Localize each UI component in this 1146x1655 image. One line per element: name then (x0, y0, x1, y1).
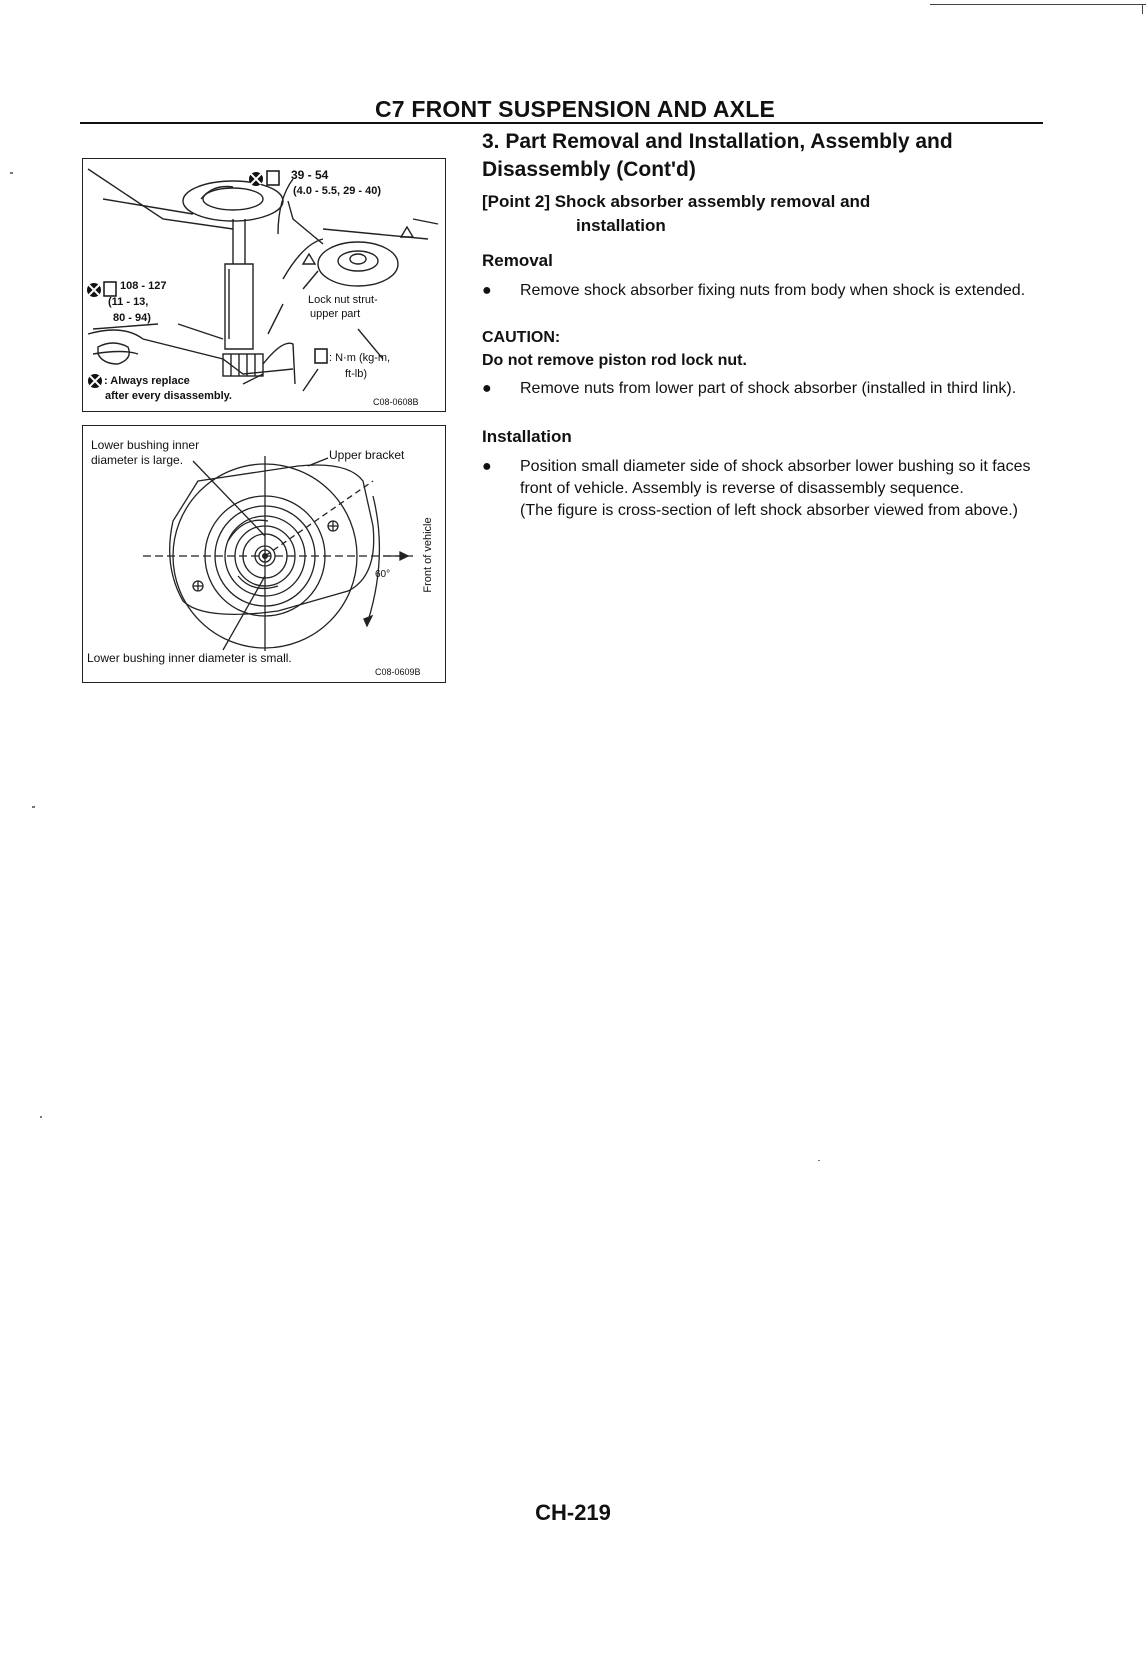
header-rule (80, 122, 1043, 124)
lock-nut-label-1: Lock nut strut- (308, 294, 378, 306)
units-legend-2: ft-lb) (345, 368, 367, 380)
installation-bullet-1: ● Position small diameter side of shock absorber lower bushing so it faces front of vehicle. Assembly is reverse of disassembly sequence. (The figure is cross-section of left shock absorber viewed from above.) (482, 456, 1052, 522)
replace-label-2: after every disassembly. (105, 390, 232, 402)
scan-speck (32, 806, 35, 808)
torque-top-value: 39 - 54 (291, 168, 329, 182)
bullet-dot: ● (482, 282, 492, 299)
caution-label: CAUTION: (482, 329, 561, 346)
figure-bushing-cross-section (82, 425, 446, 683)
figure2-code: C08-0609B (375, 667, 421, 677)
replace-label-1: : Always replace (104, 375, 190, 387)
figure1-code: C08-0608B (373, 397, 419, 407)
subheading (482, 190, 1062, 238)
corner-tick (1142, 4, 1143, 14)
removal-bullet-1: ● Remove shock absorber fixing nuts from body when shock is extended. (482, 280, 1052, 302)
torque-symbol-top (267, 171, 279, 185)
torque-symbol-left (104, 282, 116, 296)
scan-speck (10, 172, 13, 174)
subheading-line-1: [Point 2] Shock absorber assembly removal and (482, 192, 871, 211)
large-diameter-label-2: diameter is large. (91, 453, 184, 467)
torque-left-value: 108 - 127 (120, 280, 167, 292)
front-of-vehicle-label: Front of vehicle (422, 517, 434, 593)
large-diameter-label-1: Lower bushing inner (91, 438, 200, 452)
always-replace-symbol-left (87, 283, 101, 297)
section-title: C7 FRONT SUSPENSION AND AXLE (374, 96, 776, 122)
scan-speck (818, 1160, 820, 1161)
upper-bracket-label: Upper bracket (329, 448, 405, 462)
torque-left-units-2: 80 - 94) (113, 312, 151, 324)
torque-top-units: (4.0 - 5.5, 29 - 40) (293, 185, 382, 197)
always-replace-symbol-top (249, 172, 263, 186)
caution-text: Do not remove piston rod lock nut. (482, 352, 747, 369)
angle-label: 60° (375, 569, 391, 580)
torque-left-units-1: (11 - 13, (108, 296, 149, 308)
small-diameter-label: Lower bushing inner diameter is small. (87, 651, 292, 665)
corner-rule (930, 4, 1146, 5)
figure-shock-absorber-mounting (82, 158, 446, 412)
section-heading: 3. Part Removal and Installation, Assembly and Disassembly (Cont'd) (482, 130, 953, 181)
installation-title: Installation (482, 427, 572, 446)
units-legend-1: : N·m (kg-m, (329, 352, 391, 364)
scan-speck (40, 1116, 42, 1118)
torque-symbol-legend (315, 349, 327, 363)
bullet-dot: ● (482, 380, 492, 397)
installation-note: (The figure is cross-section of left shock absorber viewed from above.) (520, 502, 1018, 519)
page-number: CH-219 (535, 1500, 611, 1525)
subheading-line-2: installation (576, 216, 666, 235)
removal-title: Removal (482, 251, 553, 270)
always-replace-symbol-legend (88, 374, 102, 388)
bullet-dot: ● (482, 458, 492, 475)
lock-nut-label-2: upper part (310, 308, 361, 320)
removal-bullet-2: ● Remove nuts from lower part of shock absorber (installed in third link). (482, 378, 1052, 400)
